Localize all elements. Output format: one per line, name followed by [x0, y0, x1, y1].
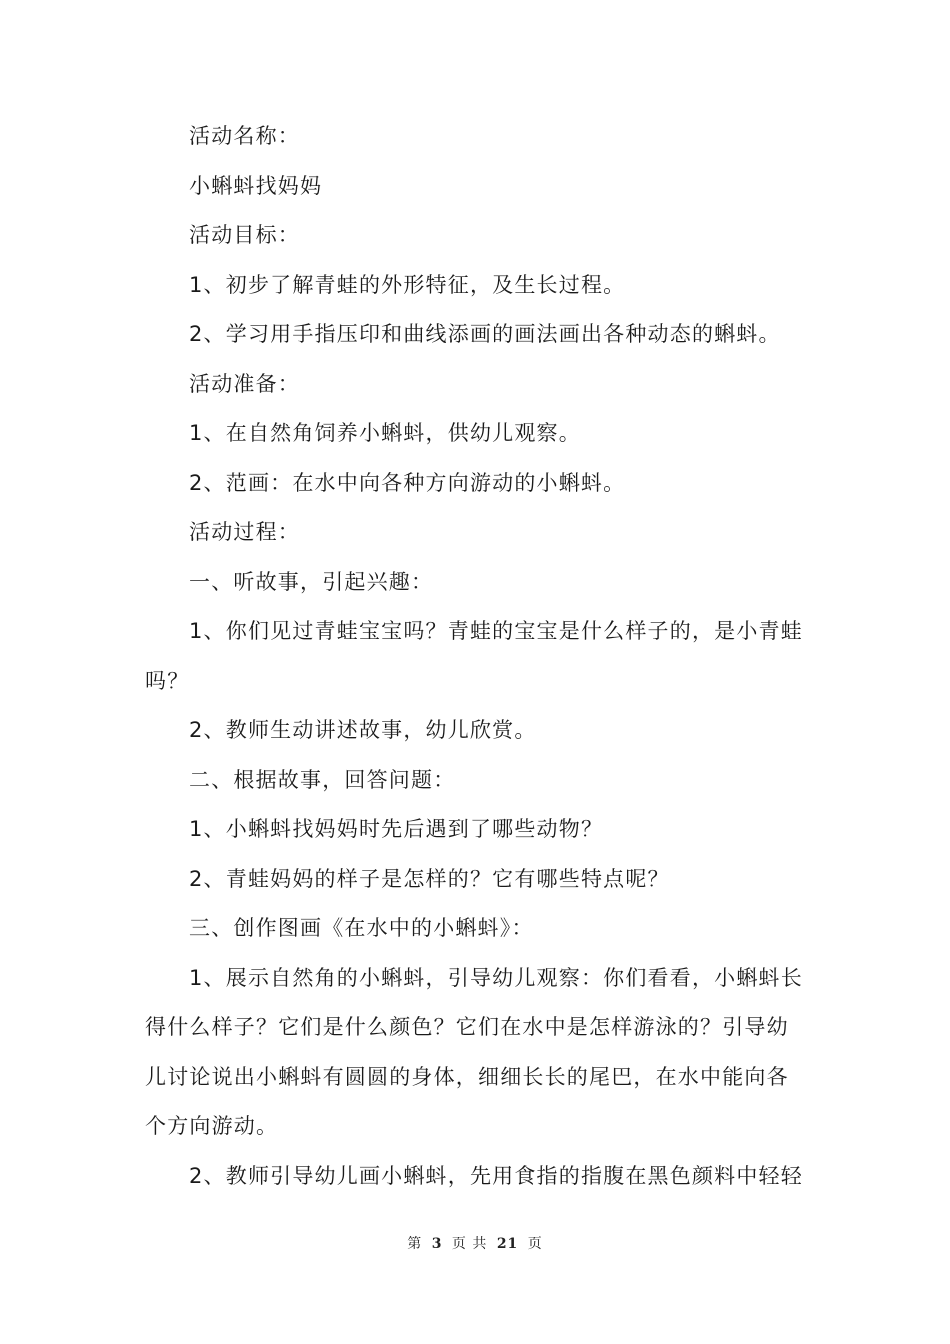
document-body — [145, 112, 810, 1201]
paragraph: 活动名称： — [189, 124, 300, 148]
paragraph: 小蝌蚪找妈妈 — [189, 173, 323, 198]
paragraph: 2、教师引导幼儿画小蝌蚪，先用食指的指腹在黑色颜料中轻轻 — [189, 1163, 803, 1188]
total-page-count: 21 — [496, 1236, 519, 1252]
paragraph: 三、创作图画《在水中的小蝌蚪》： — [189, 916, 534, 940]
paragraph: 2、范画：在水中向各种方向游动的小蝌蚪。 — [189, 470, 626, 495]
paragraph: 活动准备： — [189, 371, 300, 396]
footer-prefix: 第 — [407, 1236, 423, 1252]
paragraph: 1、展示自然角的小蝌蚪，引导幼儿观察：你们看看，小蝌蚪长得什么样子？它们是什么颜色？它们在水中是怎样游泳的？引导幼儿讨论说出小蝌蚪有圆圆的身体，细细长长的尾巴，在水中能向各个方向游动。 — [145, 965, 803, 1138]
paragraph: 二、根据故事，回答问题： — [189, 767, 456, 792]
paragraph: 一、听故事，引起兴趣： — [189, 569, 434, 594]
paragraph: 1、你们见过青蛙宝宝吗？青蛙的宝宝是什么样子的，是小青蛙吗？ — [145, 619, 803, 693]
current-page-number: 3 — [431, 1236, 443, 1252]
paragraph: 活动过程： — [189, 520, 300, 544]
paragraph: 2、教师生动讲述故事，幼儿欣赏。 — [189, 718, 537, 742]
paragraph: 1、初步了解青蛙的外形特征，及生长过程。 — [189, 272, 626, 297]
footer-mid: 页 共 — [451, 1236, 488, 1252]
paragraph: 活动目标： — [189, 223, 300, 247]
paragraph: 2、青蛙妈妈的样子是怎样的？它有哪些特点呢？ — [189, 866, 670, 891]
footer-suffix: 页 — [527, 1236, 543, 1252]
paragraph: 1、在自然角饲养小蝌蚪，供幼儿观察。 — [189, 421, 581, 445]
page-footer — [0, 1233, 950, 1253]
paragraph: 1、小蝌蚪找妈妈时先后遇到了哪些动物？ — [189, 817, 604, 841]
paragraph: 2、学习用手指压印和曲线添画的画法画出各种动态的蝌蚪。 — [189, 322, 781, 346]
